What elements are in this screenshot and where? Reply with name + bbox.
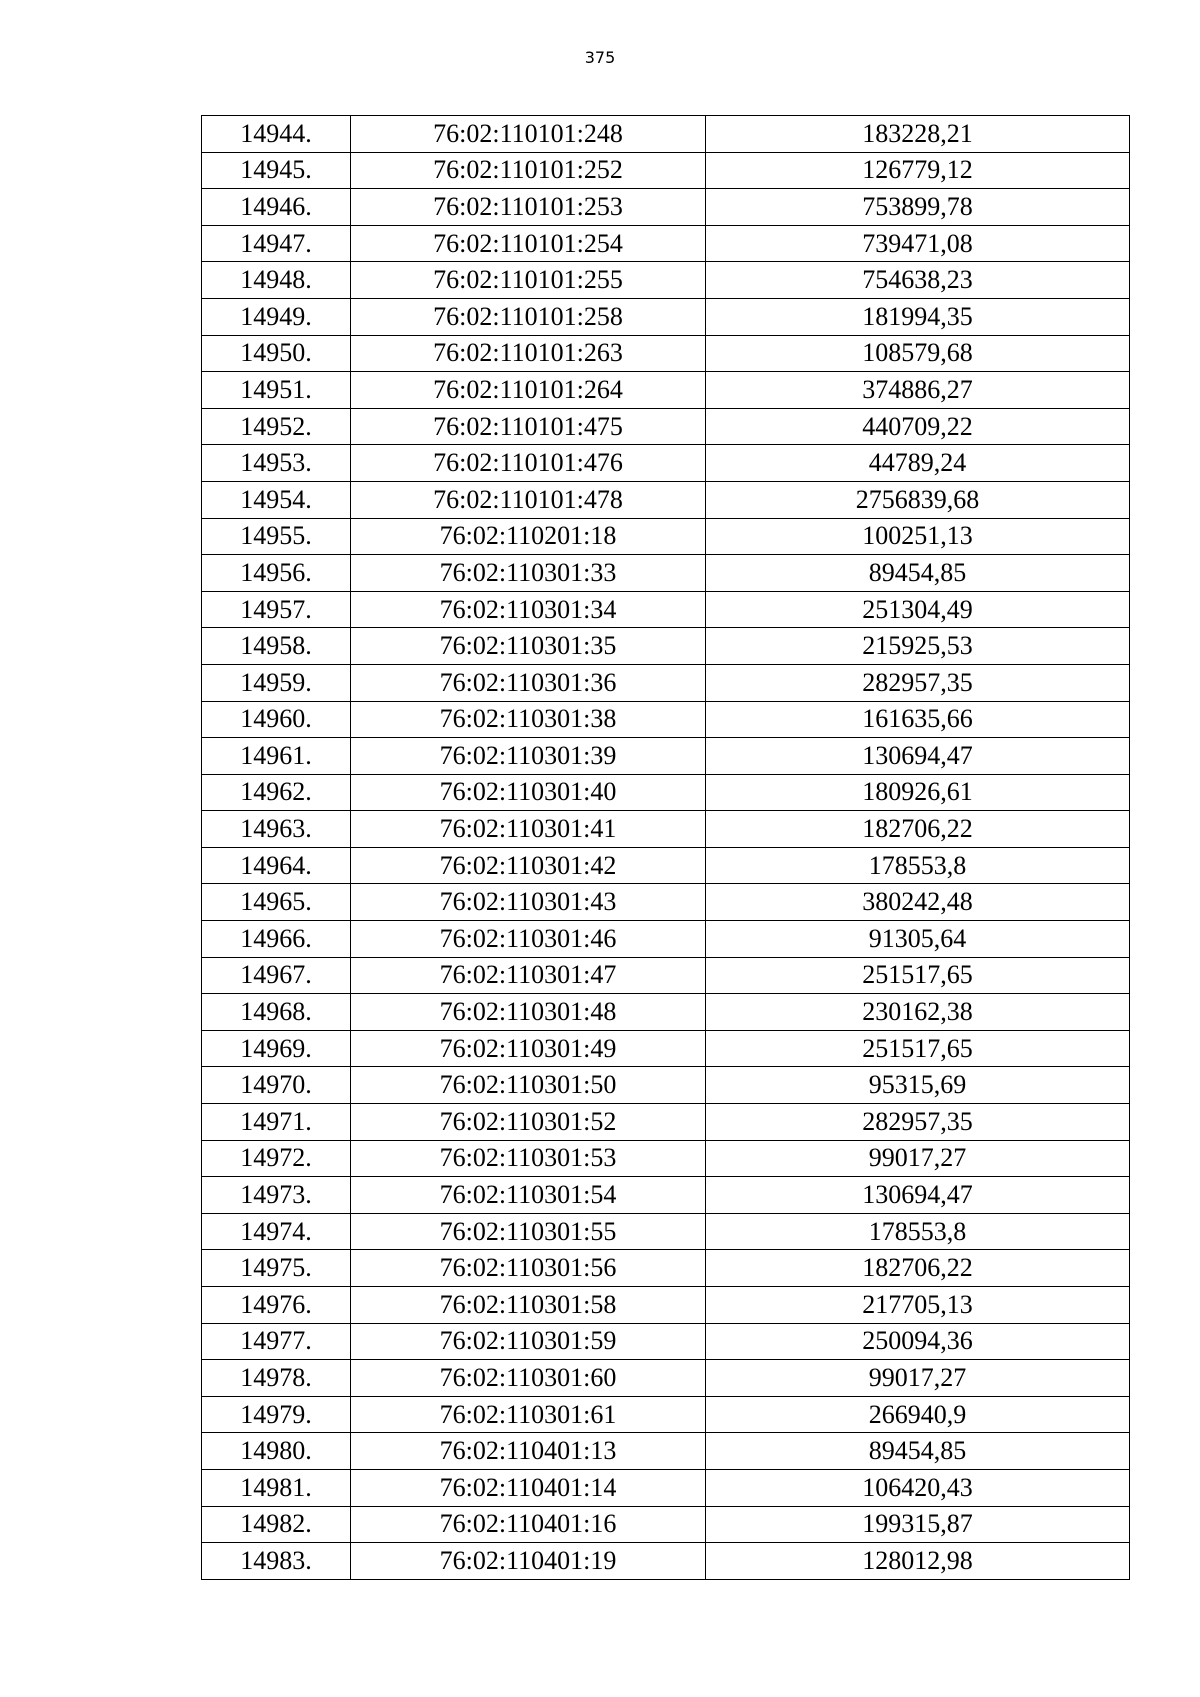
cadastral-number-cell: 76:02:110301:61 <box>351 1396 706 1433</box>
row-number-cell: 14974. <box>202 1213 351 1250</box>
cadastral-number-cell: 76:02:110301:52 <box>351 1104 706 1141</box>
row-number-cell: 14978. <box>202 1360 351 1397</box>
table-row <box>202 481 1130 518</box>
cadastral-number-cell: 76:02:110301:38 <box>351 701 706 738</box>
table-row <box>202 1140 1130 1177</box>
row-number-cell: 14981. <box>202 1469 351 1506</box>
table-row <box>202 152 1130 189</box>
row-number-cell: 14969. <box>202 1030 351 1067</box>
table-row <box>202 372 1130 409</box>
row-number-cell: 14946. <box>202 189 351 226</box>
cadastral-number-cell: 76:02:110101:255 <box>351 262 706 299</box>
row-number-cell: 14970. <box>202 1067 351 1104</box>
row-number-cell: 14961. <box>202 738 351 775</box>
value-cell: 282957,35 <box>706 664 1130 701</box>
row-number-cell: 14956. <box>202 555 351 592</box>
cadastral-number-cell: 76:02:110101:252 <box>351 152 706 189</box>
row-number-cell: 14964. <box>202 847 351 884</box>
table-row <box>202 335 1130 372</box>
cadastral-number-cell: 76:02:110201:18 <box>351 518 706 555</box>
cadastral-number-cell: 76:02:110401:16 <box>351 1506 706 1543</box>
cadastral-number-cell: 76:02:110301:54 <box>351 1177 706 1214</box>
value-cell: 251304,49 <box>706 591 1130 628</box>
cadastral-number-cell: 76:02:110101:476 <box>351 445 706 482</box>
row-number-cell: 14967. <box>202 957 351 994</box>
value-cell: 380242,48 <box>706 884 1130 921</box>
value-cell: 282957,35 <box>706 1104 1130 1141</box>
value-cell: 44789,24 <box>706 445 1130 482</box>
cadastral-number-cell: 76:02:110301:36 <box>351 664 706 701</box>
value-cell: 89454,85 <box>706 1433 1130 1470</box>
row-number-cell: 14944. <box>202 116 351 153</box>
table-row <box>202 1250 1130 1287</box>
value-cell: 108579,68 <box>706 335 1130 372</box>
cadastral-number-cell: 76:02:110101:263 <box>351 335 706 372</box>
cadastral-number-cell: 76:02:110101:253 <box>351 189 706 226</box>
row-number-cell: 14968. <box>202 994 351 1031</box>
value-cell: 182706,22 <box>706 811 1130 848</box>
value-cell: 178553,8 <box>706 1213 1130 1250</box>
table-row <box>202 116 1130 153</box>
cadastral-number-cell: 76:02:110301:47 <box>351 957 706 994</box>
value-cell: 753899,78 <box>706 189 1130 226</box>
table-row <box>202 1213 1130 1250</box>
value-cell: 251517,65 <box>706 1030 1130 1067</box>
value-cell: 739471,08 <box>706 225 1130 262</box>
value-cell: 215925,53 <box>706 628 1130 665</box>
table-row <box>202 701 1130 738</box>
table-row <box>202 1506 1130 1543</box>
value-cell: 99017,27 <box>706 1140 1130 1177</box>
row-number-cell: 14960. <box>202 701 351 738</box>
value-cell: 180926,61 <box>706 774 1130 811</box>
cadastral-number-cell: 76:02:110301:58 <box>351 1287 706 1324</box>
cadastral-table <box>201 115 1130 1580</box>
row-number-cell: 14979. <box>202 1396 351 1433</box>
table-row <box>202 1177 1130 1214</box>
row-number-cell: 14948. <box>202 262 351 299</box>
value-cell: 182706,22 <box>706 1250 1130 1287</box>
cadastral-number-cell: 76:02:110401:19 <box>351 1543 706 1580</box>
value-cell: 128012,98 <box>706 1543 1130 1580</box>
table-row <box>202 408 1130 445</box>
table-row <box>202 884 1130 921</box>
table-row <box>202 847 1130 884</box>
row-number-cell: 14980. <box>202 1433 351 1470</box>
row-number-cell: 14982. <box>202 1506 351 1543</box>
cadastral-number-cell: 76:02:110401:14 <box>351 1469 706 1506</box>
cadastral-number-cell: 76:02:110101:475 <box>351 408 706 445</box>
value-cell: 440709,22 <box>706 408 1130 445</box>
row-number-cell: 14963. <box>202 811 351 848</box>
table-row <box>202 591 1130 628</box>
cadastral-number-cell: 76:02:110301:41 <box>351 811 706 848</box>
row-number-cell: 14947. <box>202 225 351 262</box>
table-row <box>202 1360 1130 1397</box>
page-number: 375 <box>584 48 616 67</box>
cadastral-number-cell: 76:02:110301:33 <box>351 555 706 592</box>
table-row <box>202 994 1130 1031</box>
table-row <box>202 1396 1130 1433</box>
row-number-cell: 14966. <box>202 921 351 958</box>
table-row <box>202 1287 1130 1324</box>
row-number-cell: 14983. <box>202 1543 351 1580</box>
cadastral-number-cell: 76:02:110301:55 <box>351 1213 706 1250</box>
cadastral-number-cell: 76:02:110301:56 <box>351 1250 706 1287</box>
cadastral-number-cell: 76:02:110101:264 <box>351 372 706 409</box>
table-row <box>202 628 1130 665</box>
value-cell: 181994,35 <box>706 298 1130 335</box>
table-row <box>202 518 1130 555</box>
value-cell: 161635,66 <box>706 701 1130 738</box>
table-row <box>202 225 1130 262</box>
table-row <box>202 298 1130 335</box>
row-number-cell: 14945. <box>202 152 351 189</box>
cadastral-number-cell: 76:02:110301:53 <box>351 1140 706 1177</box>
row-number-cell: 14971. <box>202 1104 351 1141</box>
row-number-cell: 14954. <box>202 481 351 518</box>
row-number-cell: 14977. <box>202 1323 351 1360</box>
value-cell: 99017,27 <box>706 1360 1130 1397</box>
table-row <box>202 189 1130 226</box>
value-cell: 2756839,68 <box>706 481 1130 518</box>
cadastral-number-cell: 76:02:110301:39 <box>351 738 706 775</box>
cadastral-number-cell: 76:02:110401:13 <box>351 1433 706 1470</box>
value-cell: 130694,47 <box>706 1177 1130 1214</box>
table-row <box>202 445 1130 482</box>
cadastral-number-cell: 76:02:110101:254 <box>351 225 706 262</box>
value-cell: 126779,12 <box>706 152 1130 189</box>
value-cell: 250094,36 <box>706 1323 1130 1360</box>
table-row <box>202 1067 1130 1104</box>
table-row <box>202 811 1130 848</box>
cadastral-number-cell: 76:02:110301:60 <box>351 1360 706 1397</box>
row-number-cell: 14962. <box>202 774 351 811</box>
value-cell: 754638,23 <box>706 262 1130 299</box>
row-number-cell: 14976. <box>202 1287 351 1324</box>
cadastral-number-cell: 76:02:110101:258 <box>351 298 706 335</box>
value-cell: 217705,13 <box>706 1287 1130 1324</box>
cadastral-number-cell: 76:02:110301:42 <box>351 847 706 884</box>
row-number-cell: 14973. <box>202 1177 351 1214</box>
value-cell: 183228,21 <box>706 116 1130 153</box>
cadastral-number-cell: 76:02:110301:34 <box>351 591 706 628</box>
value-cell: 199315,87 <box>706 1506 1130 1543</box>
table-row <box>202 774 1130 811</box>
value-cell: 178553,8 <box>706 847 1130 884</box>
table-row <box>202 664 1130 701</box>
table-row <box>202 957 1130 994</box>
table-row <box>202 921 1130 958</box>
cadastral-number-cell: 76:02:110301:59 <box>351 1323 706 1360</box>
row-number-cell: 14953. <box>202 445 351 482</box>
value-cell: 374886,27 <box>706 372 1130 409</box>
cadastral-number-cell: 76:02:110101:248 <box>351 116 706 153</box>
table-row <box>202 738 1130 775</box>
cadastral-number-cell: 76:02:110301:46 <box>351 921 706 958</box>
value-cell: 95315,69 <box>706 1067 1130 1104</box>
cadastral-number-cell: 76:02:110301:40 <box>351 774 706 811</box>
row-number-cell: 14965. <box>202 884 351 921</box>
table-row <box>202 1469 1130 1506</box>
row-number-cell: 14951. <box>202 372 351 409</box>
cadastral-number-cell: 76:02:110301:48 <box>351 994 706 1031</box>
value-cell: 266940,9 <box>706 1396 1130 1433</box>
table-row <box>202 1323 1130 1360</box>
table-row <box>202 1030 1130 1067</box>
value-cell: 106420,43 <box>706 1469 1130 1506</box>
table-row <box>202 555 1130 592</box>
value-cell: 100251,13 <box>706 518 1130 555</box>
cadastral-number-cell: 76:02:110101:478 <box>351 481 706 518</box>
row-number-cell: 14975. <box>202 1250 351 1287</box>
row-number-cell: 14950. <box>202 335 351 372</box>
row-number-cell: 14955. <box>202 518 351 555</box>
row-number-cell: 14949. <box>202 298 351 335</box>
cadastral-number-cell: 76:02:110301:49 <box>351 1030 706 1067</box>
value-cell: 251517,65 <box>706 957 1130 994</box>
table-row <box>202 1433 1130 1470</box>
table-body <box>202 116 1130 1580</box>
value-cell: 130694,47 <box>706 738 1130 775</box>
row-number-cell: 14959. <box>202 664 351 701</box>
table-row <box>202 1543 1130 1580</box>
cadastral-number-cell: 76:02:110301:43 <box>351 884 706 921</box>
value-cell: 230162,38 <box>706 994 1130 1031</box>
row-number-cell: 14957. <box>202 591 351 628</box>
value-cell: 89454,85 <box>706 555 1130 592</box>
cadastral-number-cell: 76:02:110301:50 <box>351 1067 706 1104</box>
table-row <box>202 262 1130 299</box>
value-cell: 91305,64 <box>706 921 1130 958</box>
row-number-cell: 14952. <box>202 408 351 445</box>
row-number-cell: 14958. <box>202 628 351 665</box>
table-row <box>202 1104 1130 1141</box>
cadastral-number-cell: 76:02:110301:35 <box>351 628 706 665</box>
row-number-cell: 14972. <box>202 1140 351 1177</box>
